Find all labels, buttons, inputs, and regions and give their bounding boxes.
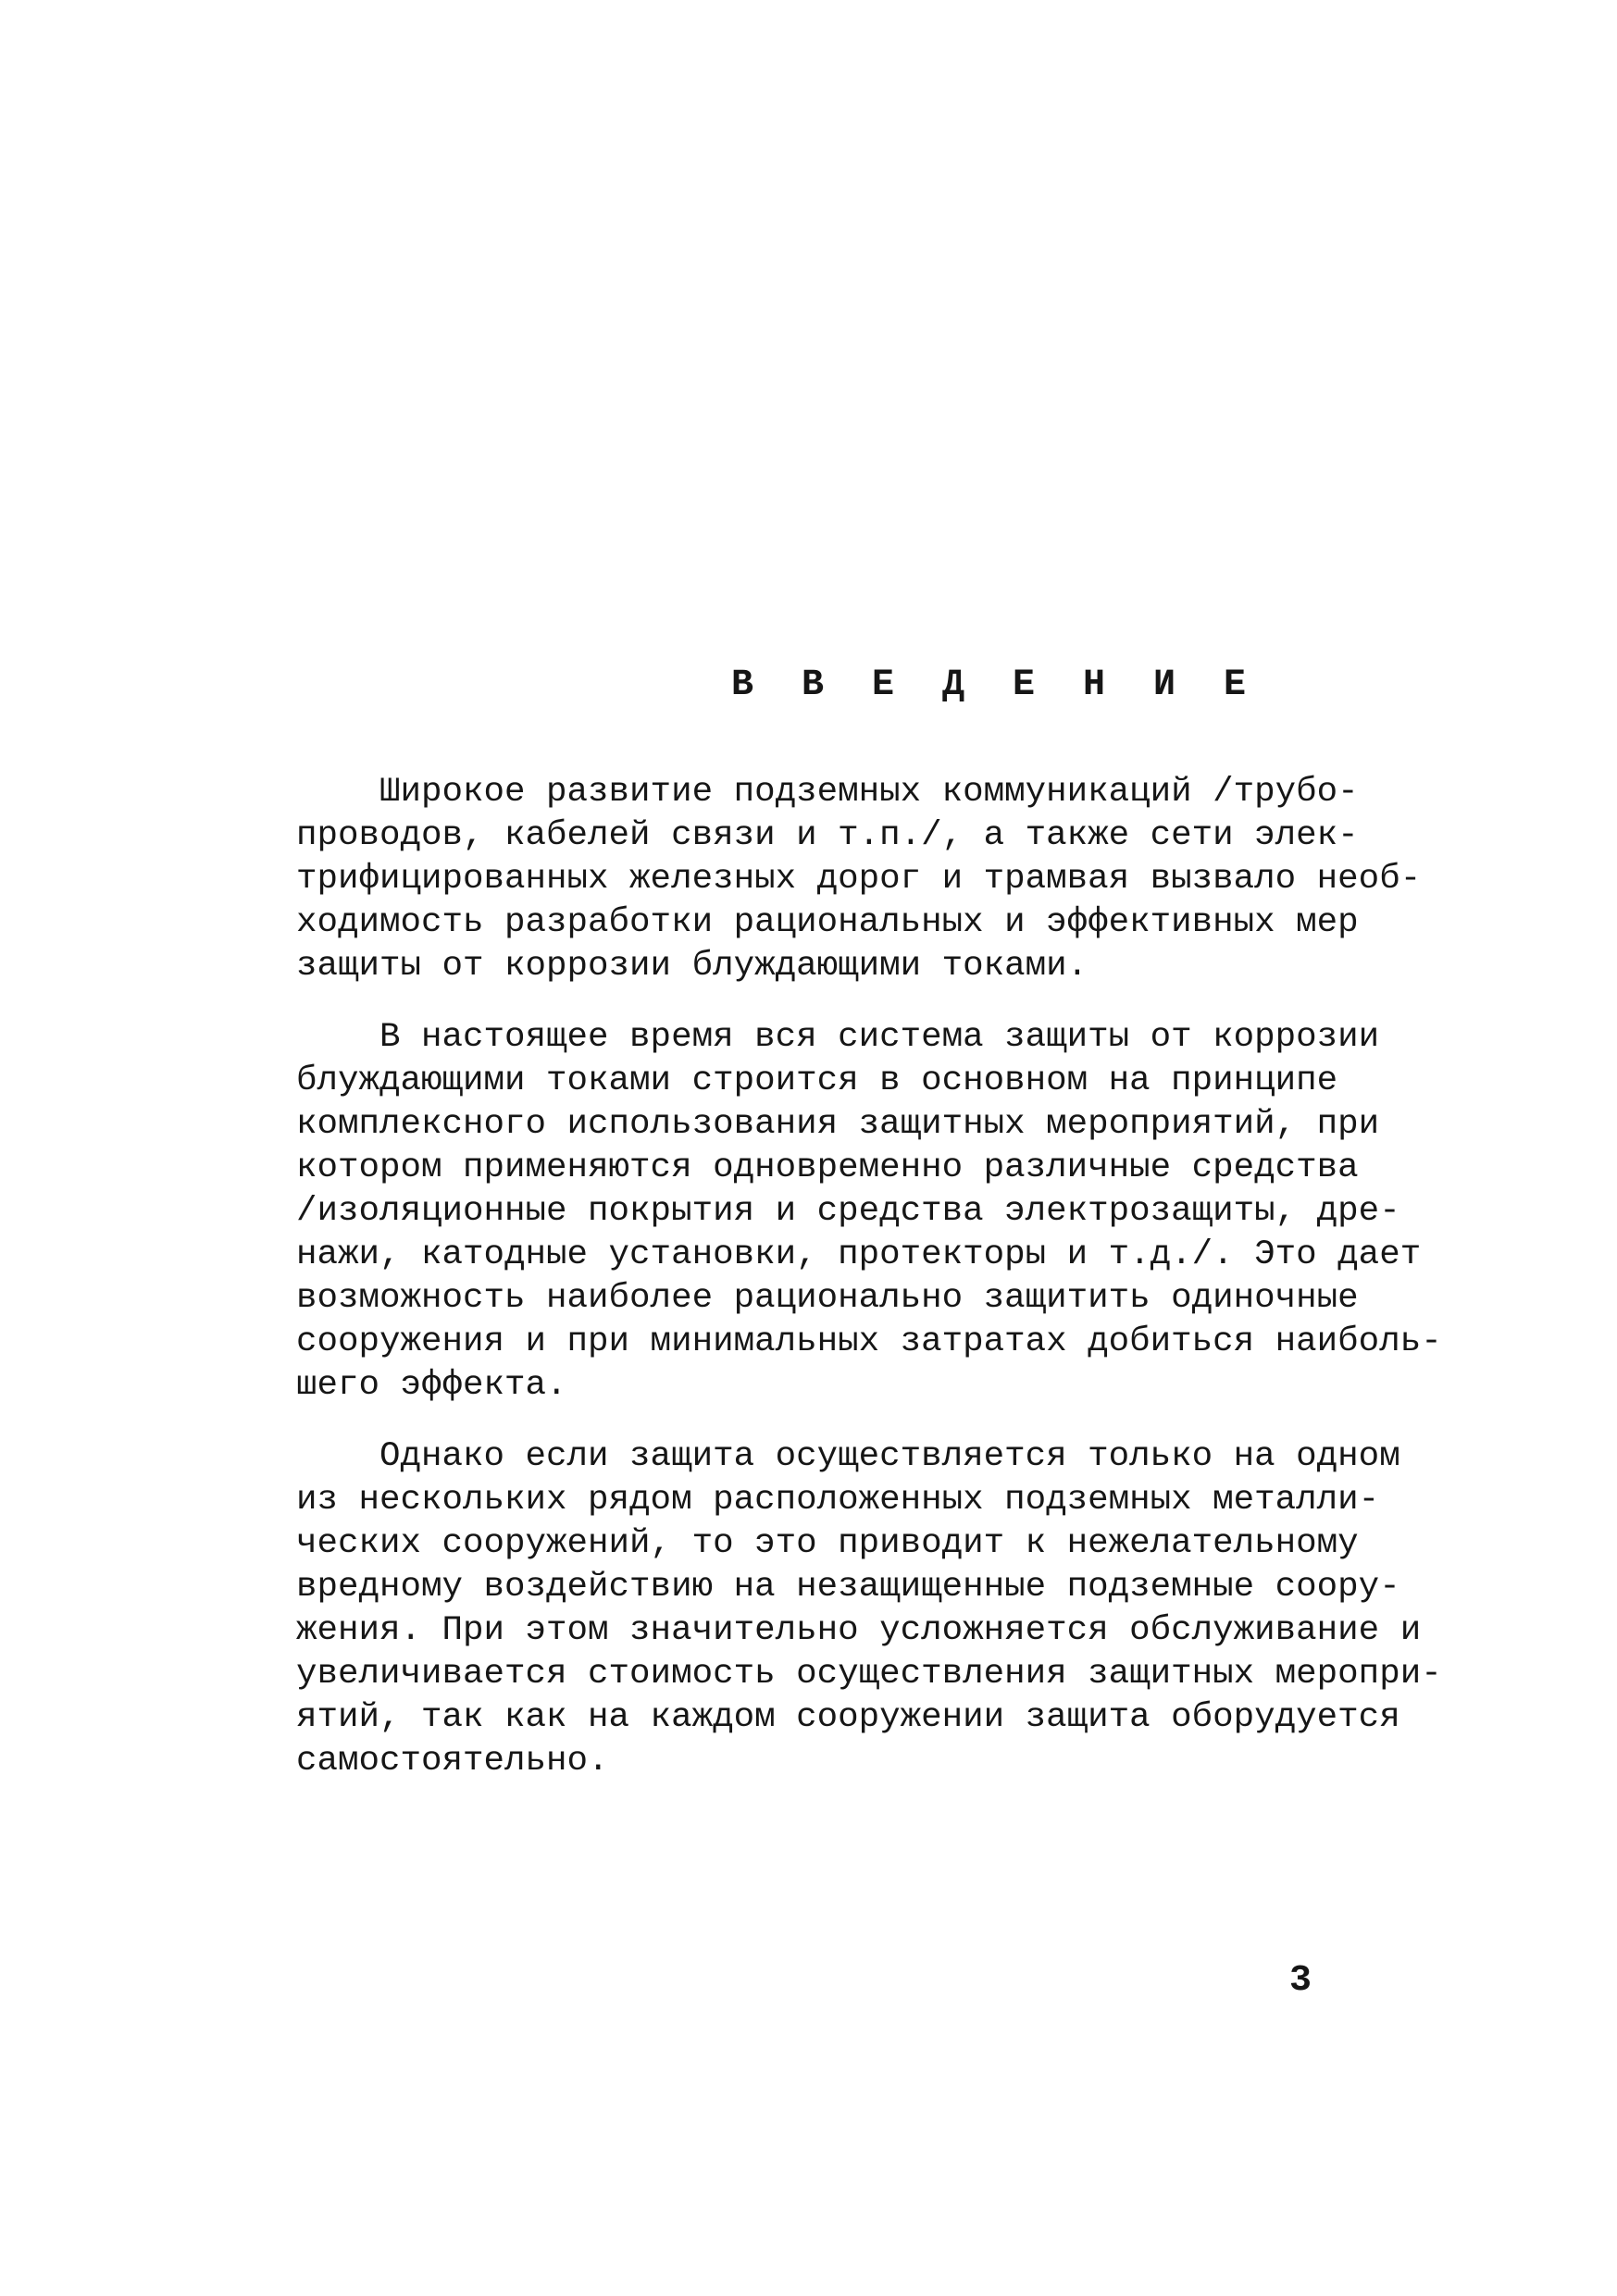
paragraph-1-line-2: проводов, кабелей связи и т.п./, а также сети элек-: [296, 816, 1359, 855]
paragraph-1-line-3: трифицированных железных дорог и трамвая вызвало необ-: [296, 860, 1422, 899]
paragraph-3-line-7: ятий, так как на каждом сооружении защита оборудуется: [296, 1698, 1400, 1737]
paragraph-3-line-2: из нескольких рядом расположенных подземных металли-: [296, 1481, 1380, 1520]
paragraph-1-line-1: Широкое развитие подземных коммуникаций /трубо-: [296, 773, 1359, 812]
paragraph-2-line-8: сооружения и при минимальных затратах добиться наиболь-: [296, 1322, 1442, 1361]
section-heading: В В Е Д Е Н И Е: [731, 664, 1260, 706]
paragraph-2-line-6: нажи, катодные установки, протекторы и т.д./. Это дает: [296, 1235, 1422, 1274]
paragraph-3-line-3: ческих сооружений, то это приводит к нежелательному: [296, 1524, 1359, 1563]
paragraph-2-line-2: блуждающими токами строится в основном на принципе: [296, 1061, 1338, 1100]
paragraph-2-line-4: котором применяются одновременно различные средства: [296, 1148, 1359, 1187]
paragraph-2-line-7: возможность наиболее рационально защитить одиночные: [296, 1279, 1359, 1318]
paragraph-3-line-1: Однако если защита осуществляется только на одном: [296, 1437, 1400, 1476]
paragraph-2-line-1: В настоящее время вся система защиты от коррозии: [296, 1018, 1380, 1057]
paragraph-1-line-4: ходимость разработки рациональных и эффективных мер: [296, 903, 1359, 942]
paragraph-2-line-5: /изоляционные покрытия и средства электрозащиты, дре-: [296, 1192, 1400, 1231]
paragraph-2-line-3: комплексного использования защитных мероприятий, при: [296, 1105, 1380, 1144]
paragraph-3-line-6: увеличивается стоимость осуществления защитных меропри-: [296, 1655, 1442, 1694]
paragraph-3-line-5: жения. При этом значительно усложняется обслуживание и: [296, 1611, 1422, 1650]
paragraph-1-line-5: защиты от коррозии блуждающими токами.: [296, 947, 1088, 986]
paragraph-3-line-4: вредному воздействию на незащищенные подземные соору-: [296, 1568, 1400, 1607]
paragraph-3-line-8: самостоятельно.: [296, 1742, 609, 1781]
page-number: 3: [1289, 1960, 1312, 2002]
paragraph-2-line-9: шего эффекта.: [296, 1366, 567, 1405]
